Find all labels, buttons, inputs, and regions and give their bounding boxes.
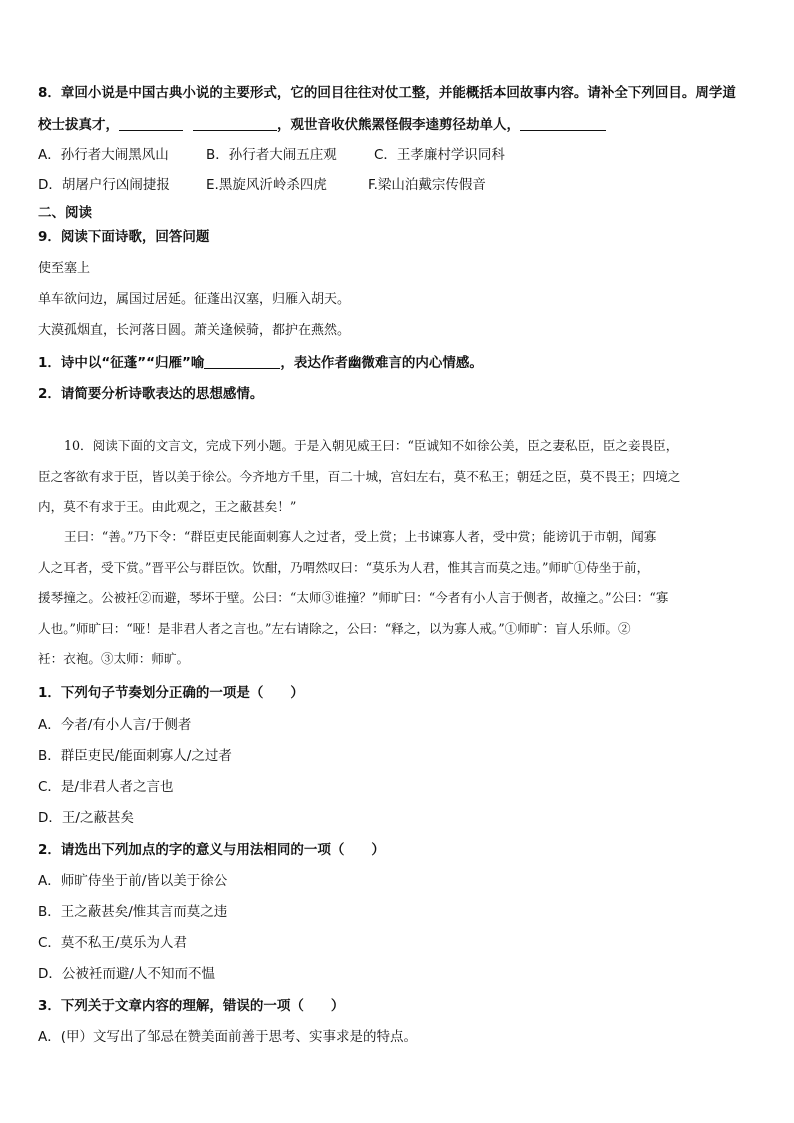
q9-sub1 xyxy=(38,354,483,372)
q9-sub1-a: 1．诗中以“征蓬”“归雁”喻 xyxy=(38,355,205,371)
q10-sub3-option-a[interactable]: A．(甲）文写出了邹忌在赞美面前善于思考、实事求是的特点。 xyxy=(38,1029,418,1045)
passage-line-2: 臣之客欲有求于臣，皆以美于徐公。今齐地方千里，百二十城，宫妇左右，莫不私王；朝廷之臣，莫不畏王；四境之 xyxy=(38,469,681,484)
passage-line-1: 10．阅读下面的文言文，完成下列小题。于是入朝见威王曰：“臣诚知不如徐公美，臣之妻私臣，臣之妾畏臣， xyxy=(64,438,679,453)
q8-line1: 8．章回小说是中国古典小说的主要形式，它的回目往往对仗工整，并能概括本回故事内容。请补全下列回目。周学道 xyxy=(38,85,736,101)
q8-option-b: B．孙行者大闹五庄观 xyxy=(206,147,337,163)
passage-line-4: 王曰：“善。”乃下令：“群臣吏民能面刺寡人之过者，受上赏；上书谏寡人者，受中赏；能谤讥于市朝，闻寡 xyxy=(64,529,657,544)
passage-line-3: 内，莫不有求于王。由此观之，王之蔽甚矣！” xyxy=(38,499,297,514)
q8-option-e: E.黑旋风沂岭杀四虎 xyxy=(206,177,327,193)
q10-sub2-stem: 2．请选出下列加点的字的意义与用法相同的一项（ ） xyxy=(38,842,385,858)
answer-blank-4[interactable] xyxy=(204,354,280,369)
q10-sub1-option-d[interactable]: D．王/之蔽甚矣 xyxy=(38,810,134,826)
passage-line-5: 人之耳者，受下赏。”晋平公与群臣饮。饮酣，乃喟然叹曰：“莫乐为人君，惟其言而莫之违。”师旷①侍坐于前， xyxy=(38,560,650,575)
section-heading: 二、阅读 xyxy=(38,205,92,221)
poem-line-1: 单车欲问边，属国过居延。征蓬出汉塞，归雁入胡天。 xyxy=(38,292,351,307)
poem-title: 使至塞上 xyxy=(38,261,91,276)
q10-sub1-option-a[interactable]: A．今者/有小人言/于侧者 xyxy=(38,717,192,733)
passage-line-8: 衽：衣袍。③太师：师旷。 xyxy=(38,651,190,666)
q10-sub2-option-d[interactable]: D．公被衽而避/人不知而不愠 xyxy=(38,966,215,982)
q10-sub2-option-b[interactable]: B．王之蔽甚矣/惟其言而莫之违 xyxy=(38,904,228,920)
answer-blank-3[interactable] xyxy=(520,116,606,131)
passage-line-7: 人也。”师旷曰：“哑！是非君人者之言也。”左右请除之，公曰：“释之，以为寡人戒。”①师旷：盲人乐师。② xyxy=(38,621,631,636)
answer-blank-1[interactable] xyxy=(119,116,183,131)
q10-sub2-option-a[interactable]: A．师旷侍坐于前/皆以美于徐公 xyxy=(38,873,228,889)
q8-line2 xyxy=(38,116,606,134)
q8-option-a: A．孙行者大闹黑风山 xyxy=(38,147,169,163)
q8-line2-b: ，观世音收伏熊罴怪假李逵剪径劫单人， xyxy=(277,117,520,133)
poem-line-2: 大漠孤烟直，长河落日圆。萧关逢候骑，都护在燕然。 xyxy=(38,323,351,338)
q10-sub3-stem: 3．下列关于文章内容的理解，错误的一项（ ） xyxy=(38,998,345,1014)
passage-line-6: 援琴撞之。公被衽②而避，琴坏于壁。公曰：“太师③谁撞？”师旷曰：“今者有小人言于侧者，故撞之。”公曰：“寡 xyxy=(38,590,669,605)
q10-sub1-option-b[interactable]: B．群臣吏民/能面刺寡人/之过者 xyxy=(38,748,232,764)
q8-line2-a: 校士拔真才， xyxy=(38,117,119,133)
q8-option-c: C．王孝廉村学识同科 xyxy=(374,147,505,163)
answer-blank-2[interactable] xyxy=(193,116,277,131)
q9-sub1-b: ，表达作者幽微难言的内心情感。 xyxy=(280,355,483,371)
q10-sub1-stem: 1．下列句子节奏划分正确的一项是（ ） xyxy=(38,685,304,701)
q10-sub2-option-c[interactable]: C．莫不私王/莫乐为人君 xyxy=(38,935,187,951)
q8-option-f: F.梁山泊戴宗传假音 xyxy=(368,177,486,193)
q10-sub1-option-c[interactable]: C．是/非君人者之言也 xyxy=(38,779,174,795)
q9-title: 9．阅读下面诗歌，回答问题 xyxy=(38,229,210,245)
q8-option-d: D．胡屠户行凶闹捷报 xyxy=(38,177,170,193)
q9-sub2: 2．请简要分析诗歌表达的思想感情。 xyxy=(38,386,264,402)
